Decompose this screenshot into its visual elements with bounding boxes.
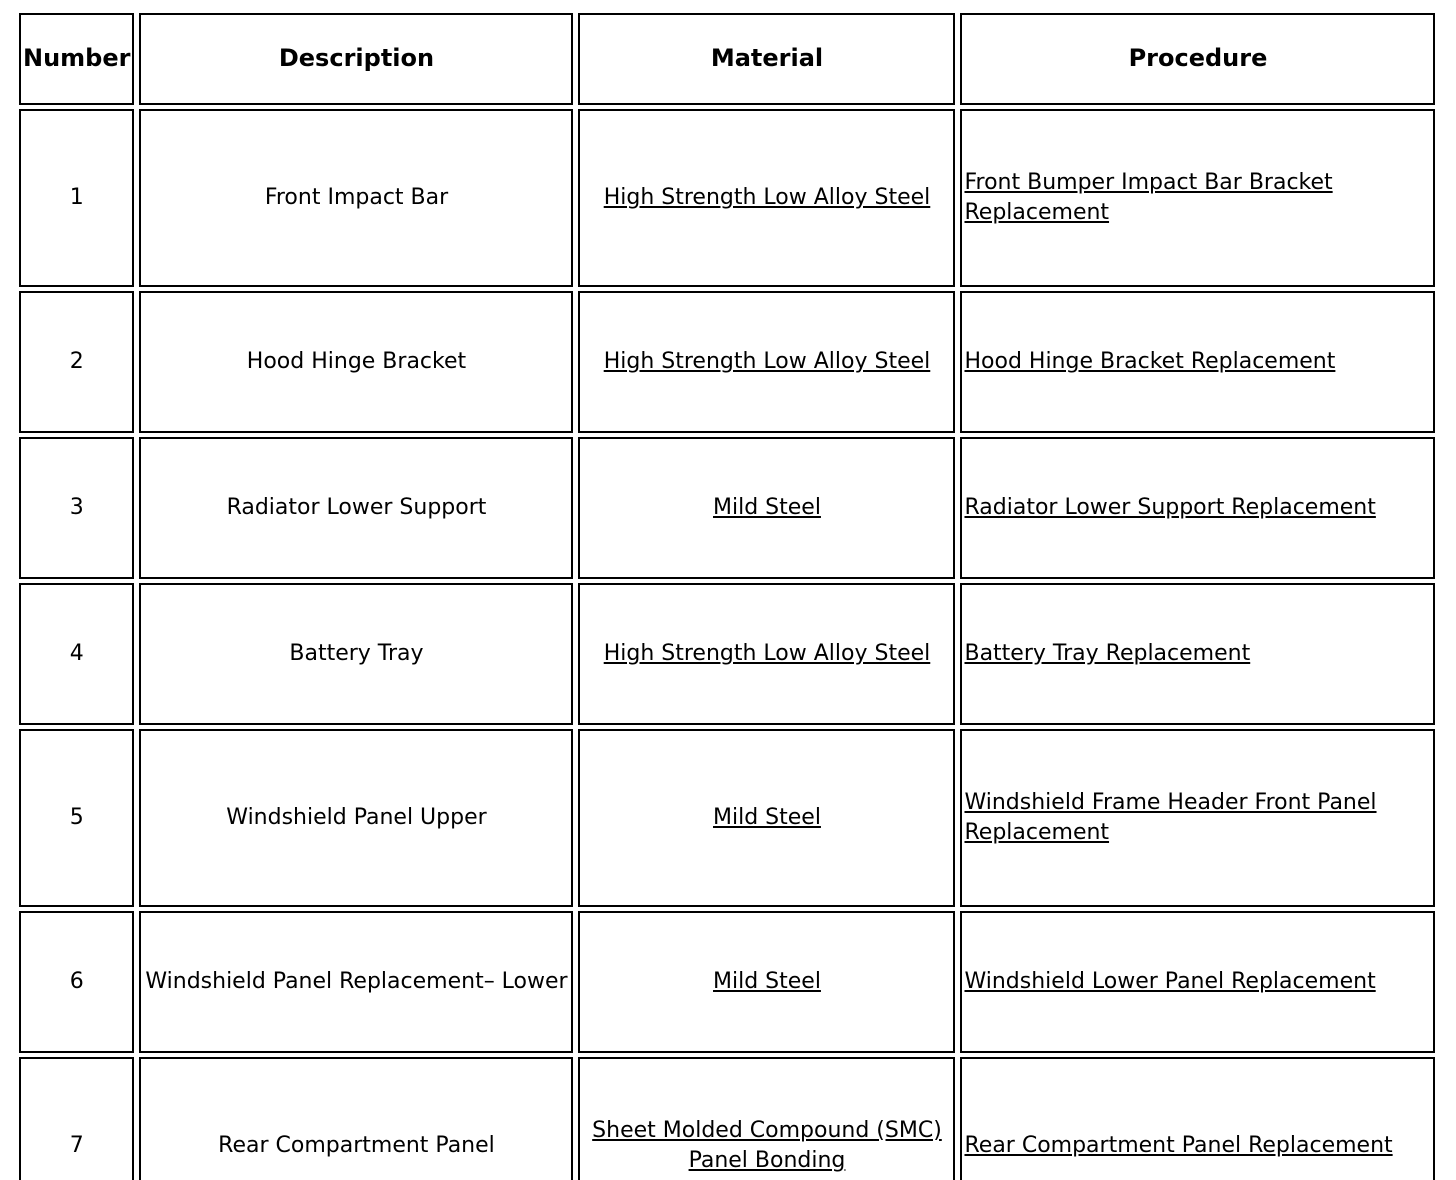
- material-cell: [578, 911, 955, 1053]
- description-cell: Rear Compartment Panel: [139, 1057, 573, 1180]
- procedure-cell: [960, 437, 1435, 579]
- material-link[interactable]: Mild Steel: [713, 805, 821, 830]
- procedure-link[interactable]: Front Bumper Impact Bar Bracket Replacement: [964, 170, 1333, 225]
- table-row: [19, 291, 1435, 433]
- material-link[interactable]: High Strength Low Alloy Steel: [603, 349, 931, 374]
- number-cell: 7: [19, 1057, 134, 1180]
- procedure-link[interactable]: Hood Hinge Bracket Replacement: [964, 349, 1336, 374]
- number-cell: 1: [19, 109, 134, 287]
- procedure-cell: [960, 911, 1435, 1053]
- table-row: [19, 1057, 1435, 1180]
- number-cell: 5: [19, 729, 134, 907]
- material-cell: [578, 583, 955, 725]
- table-row: [19, 583, 1435, 725]
- description-cell: Battery Tray: [139, 583, 573, 725]
- header-row: [19, 13, 1435, 105]
- column-header-number: Number: [19, 13, 134, 105]
- material-cell: [578, 1057, 955, 1180]
- material-link[interactable]: High Strength Low Alloy Steel: [603, 185, 931, 210]
- material-cell: [578, 437, 955, 579]
- material-link[interactable]: Sheet Molded Compound (SMC) Panel Bonding: [592, 1118, 942, 1173]
- parts-material-procedure-table: [14, 9, 1440, 1180]
- material-cell: [578, 729, 955, 907]
- procedure-link[interactable]: Windshield Frame Header Front Panel Replacement: [964, 790, 1377, 845]
- number-cell: 2: [19, 291, 134, 433]
- table-row: [19, 911, 1435, 1053]
- procedure-cell: [960, 729, 1435, 907]
- procedure-link[interactable]: Battery Tray Replacement: [964, 641, 1251, 666]
- material-cell: [578, 291, 955, 433]
- column-header-material: Material: [578, 13, 955, 105]
- material-link[interactable]: Mild Steel: [713, 495, 821, 520]
- material-link[interactable]: Mild Steel: [713, 969, 821, 994]
- number-cell: 3: [19, 437, 134, 579]
- description-cell: Radiator Lower Support: [139, 437, 573, 579]
- procedure-link[interactable]: Rear Compartment Panel Replacement: [964, 1133, 1393, 1158]
- description-cell: Windshield Panel Replacement– Lower: [139, 911, 573, 1053]
- number-cell: 6: [19, 911, 134, 1053]
- table-row: [19, 729, 1435, 907]
- description-cell: Windshield Panel Upper: [139, 729, 573, 907]
- procedure-cell: [960, 583, 1435, 725]
- procedure-cell: [960, 1057, 1435, 1180]
- column-header-description: Description: [139, 13, 573, 105]
- procedure-link[interactable]: Radiator Lower Support Replacement: [964, 495, 1376, 520]
- table-row: [19, 437, 1435, 579]
- description-cell: Hood Hinge Bracket: [139, 291, 573, 433]
- number-cell: 4: [19, 583, 134, 725]
- procedure-cell: [960, 291, 1435, 433]
- description-cell: Front Impact Bar: [139, 109, 573, 287]
- procedure-link[interactable]: Windshield Lower Panel Replacement: [964, 969, 1376, 994]
- column-header-procedure: Procedure: [960, 13, 1435, 105]
- procedure-cell: [960, 109, 1435, 287]
- material-cell: [578, 109, 955, 287]
- table-row: [19, 109, 1435, 287]
- material-link[interactable]: High Strength Low Alloy Steel: [603, 641, 931, 666]
